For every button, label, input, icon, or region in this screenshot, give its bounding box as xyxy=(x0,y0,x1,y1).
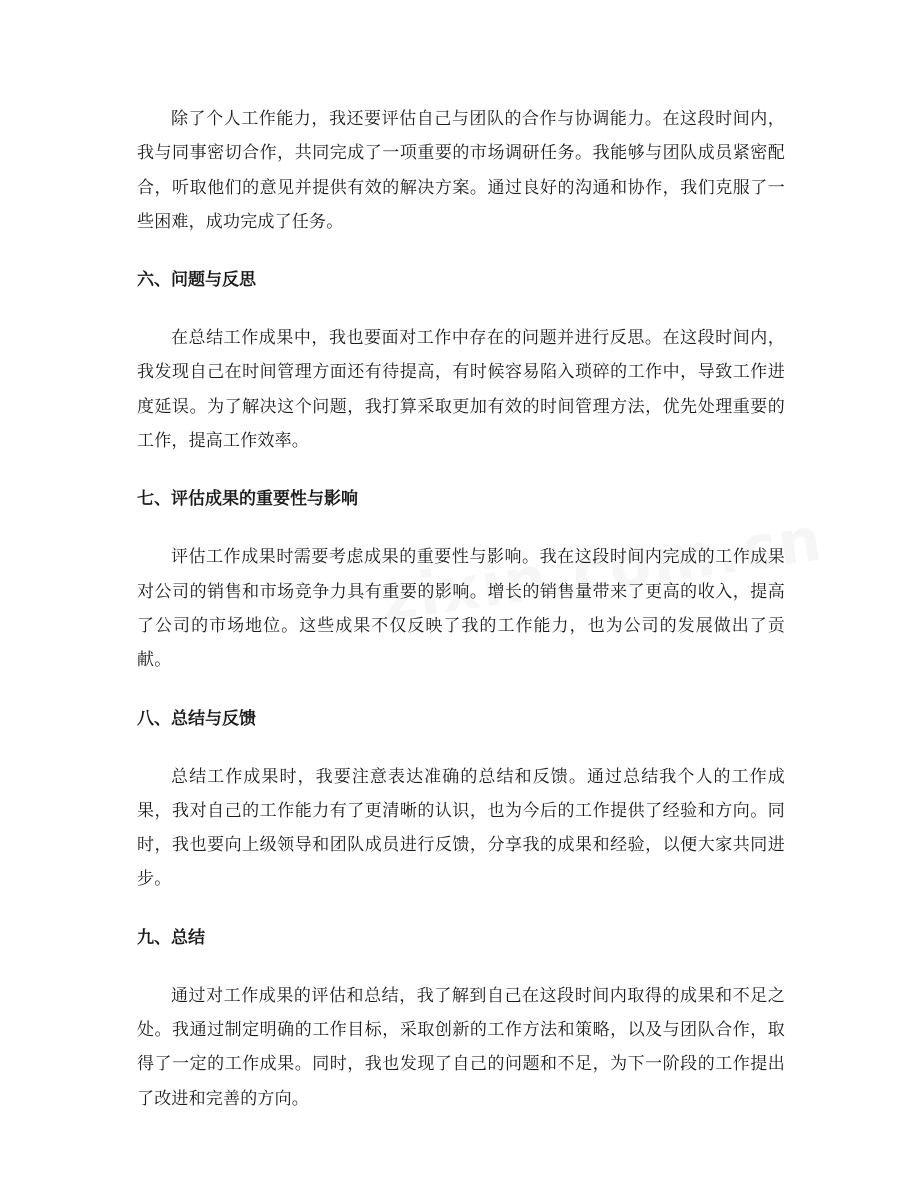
paragraph-importance: 评估工作成果时需要考虑成果的重要性与影响。我在这段时间内完成的工作成果对公司的销售和市场竞争力具有重要的影响。增长的销售量带来了更高的收入，提高了公司的市场地位。这些成果不仅反映了我的工作能力，也为公司的发展做出了贡献。 xyxy=(137,547,785,671)
paragraph-teamwork: 除了个人工作能力，我还要评估自己与团队的合作与协调能力。在这段时间内，我与同事密切合作，共同完成了一项重要的市场调研任务。我能够与团队成员紧密配合，听取他们的意见并提供有效的解决方案。通过良好的沟通和协作，我们克服了一些困难，成功完成了任务。 xyxy=(137,109,785,232)
section-heading-9: 九、总结 xyxy=(137,927,205,948)
section-heading-7: 七、评估成果的重要性与影响 xyxy=(137,489,358,510)
paragraph-summary: 通过对工作成果的评估和总结，我了解到自己在这段时间内取得的成果和不足之处。我通过制定明确的工作目标，采取创新的工作方法和策略，以及与团队合作，取得了一定的工作成果。同时，我也发现了自己的问题和不足，为下一阶段的工作提出了改进和完善的方向。 xyxy=(137,985,785,1109)
paragraph-feedback: 总结工作成果时，我要注意表达准确的总结和反馈。通过总结我个人的工作成果，我对自己的工作能力有了更清晰的认识，也为今后的工作提供了经验和方向。同时，我也要向上级领导和团队成员进行反馈，分享我的成果和经验，以便大家共同进步。 xyxy=(137,766,785,890)
paragraph-reflection: 在总结工作成果中，我也要面对工作中存在的问题并进行反思。在这段时间内，我发现自己在时间管理方面还有待提高，有时候容易陷入琐碎的工作中，导致工作进度延误。为了解决这个问题，我打算采取更加有效的时间管理方法，优先处理重要的工作，提高工作效率。 xyxy=(137,328,785,452)
section-heading-8: 八、总结与反馈 xyxy=(137,708,256,729)
document-page xyxy=(137,102,785,1116)
section-heading-6: 六、问题与反思 xyxy=(137,270,256,291)
